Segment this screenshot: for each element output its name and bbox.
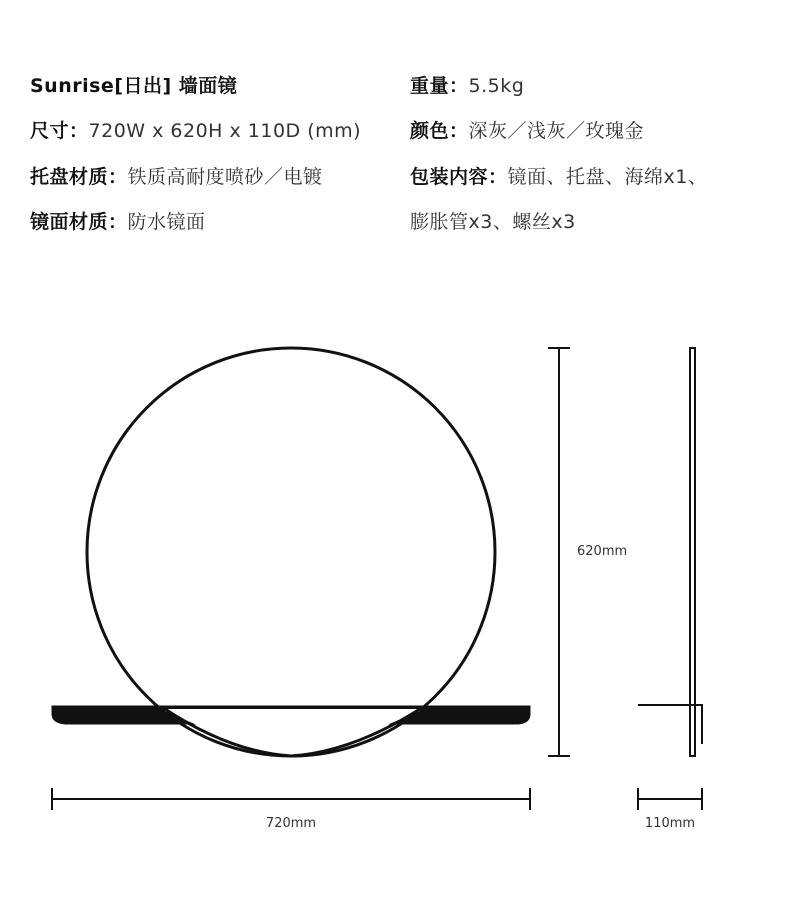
depth-dim-label: 110mm [644,816,696,831]
spec-size-value: 720W x 620H x 110D (mm) [88,120,362,142]
product-name: Sunrise[日出] 墙面镜 [30,75,238,97]
mirror-circle [87,348,495,756]
width-dim-label: 720mm [265,816,317,831]
spec-size-label: 尺寸： [30,120,89,142]
side-view-mirror [690,348,695,756]
spec-package-label: 包装内容： [410,166,508,188]
height-dim-label: 620mm [577,544,628,559]
spec-mirror-material-value: 防水镜面 [127,211,206,233]
spec-color-value: 深灰／浅灰／玫瑰金 [468,120,645,142]
side-view-tray [638,705,702,744]
spec-package-value: 镜面、托盘、海绵x1、 [507,166,708,188]
spec-tray-material-value: 铁质高耐度喷砂／电镀 [127,166,323,188]
spec-tray-material-label: 托盘材质： [30,166,128,188]
spec-mirror-material-label: 镜面材质： [30,211,128,233]
spec-color-label: 颜色： [410,120,469,142]
spec-weight-label: 重量： [410,75,469,97]
spec-package-value-line2: 膨胀管x3、螺丝x3 [410,211,576,233]
spec-weight-value: 5.5kg [468,75,525,97]
